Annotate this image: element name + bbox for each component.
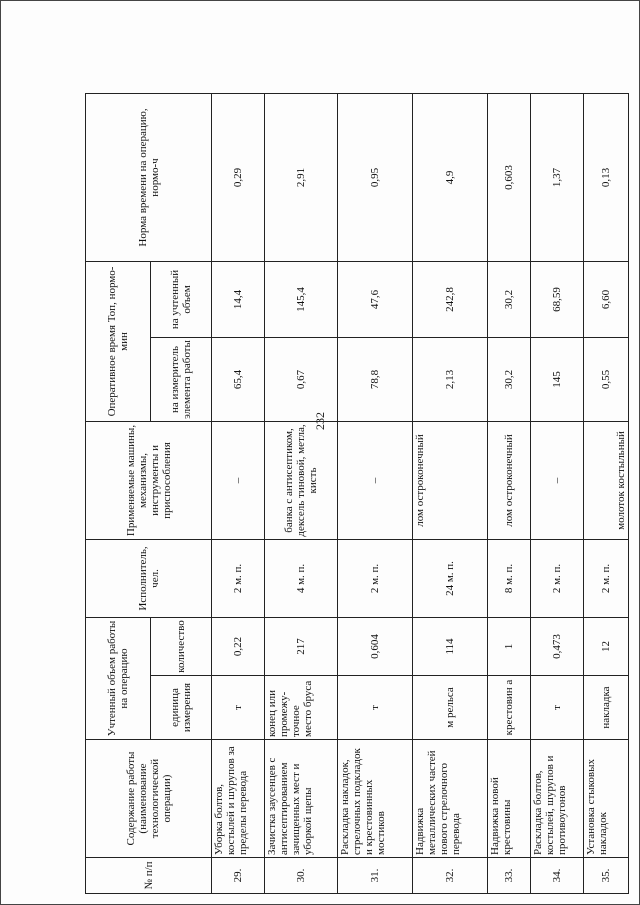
cell-executor: 2 м. п.	[531, 539, 584, 617]
cell-content: Раскладка накладок, стрелочных подкладок и крестовинных мостиков	[338, 740, 413, 858]
cell-tools: лом остроконечный	[413, 421, 488, 539]
header-tools: Применяемые машины, механизмы, инструменты и приспособления	[86, 421, 212, 539]
cell-tools: молоток костыльный	[584, 421, 629, 539]
header-executor: Исполнитель, чел.	[86, 539, 212, 617]
cell-tools: лом остроконечный	[488, 421, 531, 539]
cell-content: Раскладка болтов, костылей, шурупов и противоугонов	[531, 740, 584, 858]
table-row	[265, 93, 338, 893]
cell-content: Надвижка металлических частей нового стрелочного перевода	[413, 740, 488, 858]
header-content: Содержание работы (наименование технологической операции)	[86, 740, 212, 858]
header-volume: Учтенный объем работы на операцию	[86, 617, 151, 739]
cell-unit: т	[338, 676, 413, 740]
cell-tools: –	[212, 421, 265, 539]
cell-executor: 2 м. п.	[212, 539, 265, 617]
page-number: 232	[313, 412, 327, 430]
cell-unit: конец или промежу-точное место бруса	[265, 676, 338, 740]
cell-norm: 1,37	[531, 93, 584, 261]
cell-tools: –	[338, 421, 413, 539]
cell-executor: 24 м. п.	[413, 539, 488, 617]
cell-per-element: 0,67	[265, 337, 338, 421]
cell-norm: 0,29	[212, 93, 265, 261]
cell-per-volume: 68,59	[531, 261, 584, 337]
rotated-table-container	[85, 94, 627, 894]
cell-norm: 0,95	[338, 93, 413, 261]
cell-per-element: 2,13	[413, 337, 488, 421]
header-per-element: на измеритель элемента работы	[151, 337, 212, 421]
cell-quantity: 217	[265, 617, 338, 675]
cell-num: 31.	[338, 858, 413, 894]
cell-norm: 0,13	[584, 93, 629, 261]
header-norm: Норма времени на операцию, нормо-ч	[86, 93, 212, 261]
cell-content: Зачистка заусенцев с антисептированием зачищенных мест и уборкой щепы	[265, 740, 338, 858]
cell-num: 33.	[488, 858, 531, 894]
cell-num: 30.	[265, 858, 338, 894]
cell-per-element: 78,8	[338, 337, 413, 421]
cell-per-element: 0,55	[584, 337, 629, 421]
header-num: № п/п	[86, 858, 212, 894]
cell-quantity: 0,604	[338, 617, 413, 675]
cell-unit: т	[212, 676, 265, 740]
cell-norm: 0,603	[488, 93, 531, 261]
cell-per-volume: 6,60	[584, 261, 629, 337]
header-optime: Оперативное время Топ, нормо-мин	[86, 261, 151, 421]
cell-quantity: 0,22	[212, 617, 265, 675]
header-unit: единица измерения	[151, 676, 212, 740]
cell-tools: –	[531, 421, 584, 539]
cell-executor: 2 м. п.	[338, 539, 413, 617]
header-quantity: количество	[151, 617, 212, 675]
table-row	[413, 93, 488, 893]
cell-quantity: 114	[413, 617, 488, 675]
table-row	[338, 93, 413, 893]
cell-unit: т	[531, 676, 584, 740]
cell-per-volume: 145,4	[265, 261, 338, 337]
cell-content: Уборка болтов, костылей и шурупов за пределы перевода	[212, 740, 265, 858]
cell-content: Установка стыковых накладок	[584, 740, 629, 858]
cell-executor: 8 м. п.	[488, 539, 531, 617]
cell-unit: м рельса	[413, 676, 488, 740]
cell-per-volume: 47,6	[338, 261, 413, 337]
cell-per-element: 30,2	[488, 337, 531, 421]
cell-per-volume: 242,8	[413, 261, 488, 337]
table-row	[212, 93, 265, 893]
header-per-volume: на учтенный объем	[151, 261, 212, 337]
cell-per-volume: 14,4	[212, 261, 265, 337]
cell-per-element: 145	[531, 337, 584, 421]
cell-unit: накладка	[584, 676, 629, 740]
cell-num: 35.	[584, 858, 629, 894]
cell-norm: 4,9	[413, 93, 488, 261]
cell-executor: 4 м. п.	[265, 539, 338, 617]
cell-num: 34.	[531, 858, 584, 894]
cell-per-element: 65,4	[212, 337, 265, 421]
table-row	[584, 93, 629, 893]
cell-unit: крестовин а	[488, 676, 531, 740]
cell-content: Надвижка новой крестовины	[488, 740, 531, 858]
cell-num: 29.	[212, 858, 265, 894]
cell-norm: 2,91	[265, 93, 338, 261]
header-row-1	[86, 93, 151, 893]
cell-quantity: 1	[488, 617, 531, 675]
cell-executor: 2 м. п.	[584, 539, 629, 617]
cell-num: 32.	[413, 858, 488, 894]
table-row	[531, 93, 584, 893]
cell-tools: банка с антисептиком, дексель тиновой, метла, кисть	[265, 421, 338, 539]
table-row	[488, 93, 531, 893]
cell-per-volume: 30,2	[488, 261, 531, 337]
cell-quantity: 12	[584, 617, 629, 675]
cell-quantity: 0,473	[531, 617, 584, 675]
norms-table	[85, 93, 629, 894]
